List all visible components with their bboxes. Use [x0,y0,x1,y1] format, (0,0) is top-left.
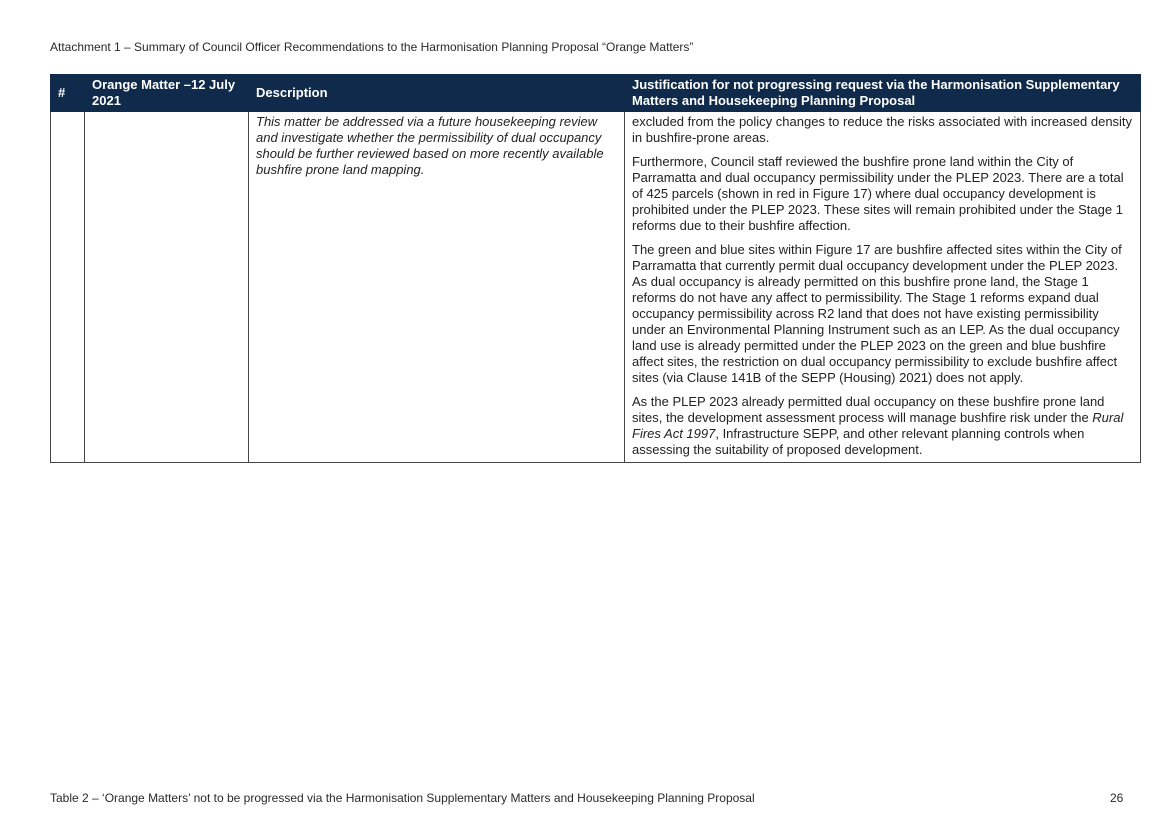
justification-paragraph-3: The green and blue sites within Figure 17 are bushfire affected sites within the City of Parramatta that currently permit dual occupancy development under the PLEP 2023. As dual occupancy is already permitted on this bushfire prone land, the Stage 1 reforms do not have any affect to permissibility. The Stage 1 reforms expand dual occupancy permissibility across R2 land that does not have existing permissibility under an Environmental Planning Instrument such as an LEP. As the dual occupancy land use is already permitted under the PLEP 2023 on the green and blue bushfire affect sites, the restriction on dual occupancy permissibility to exclude bushfire affect sites (via Clause 141B of the SEPP (Housing) 2021) does not apply. [632,242,1122,385]
cell-number [51,112,85,463]
paragraph-4-tail: , Infrastructure SEPP, and other relevant planning controls when assessing the suitability of proposed development. [632,426,1085,457]
cell-orange-matter [85,112,249,463]
justification-paragraph-1: excluded from the policy changes to reduce the risks associated with increased density in bushfire-prone areas. [632,114,1133,145]
description-text: This matter be addressed via a future housekeeping review and investigate whether the permissibility of dual occupancy should be further reviewed based on more recently available bushfire prone land mapping. [256,114,604,177]
recommendations-table [50,74,1141,463]
act-title: Rural Fires Act 1997 [632,410,1124,441]
table-row [51,112,1141,463]
page-header: Attachment 1 – Summary of Council Officer Recommendations to the Harmonisation Planning Proposal “Orange Matters” [50,40,694,54]
table-header-row [51,75,1141,112]
cell-description [249,112,625,463]
justification-paragraph-4 [632,394,1133,458]
column-header-number: # [51,75,85,112]
justification-paragraph-2: Furthermore, Council staff reviewed the bushfire prone land within the City of Parramatta and dual occupancy permissibility under the PLEP 2023. There are a total of 425 parcels (shown in red in Figure 17) where dual occupancy development is prohibited under the PLEP 2023. These sites will remain prohibited under the Stage 1 reforms due to their bushfire affection. [632,154,1124,233]
cell-justification [625,112,1141,463]
column-header-justification: Justification for not progressing request via the Harmonisation Supplementary Matters and Housekeeping Planning Proposal [625,75,1141,112]
column-header-description: Description [249,75,625,112]
page-number: 26 [1110,791,1124,805]
paragraph-4-lead: As the PLEP 2023 already permitted dual occupancy on these bushfire prone land sites, the development assessment process will manage bushfire risk under the [632,394,1105,425]
column-header-orange-matter: Orange Matter –12 July 2021 [85,75,249,112]
table-caption: Table 2 – ‘Orange Matters’ not to be progressed via the Harmonisation Supplementary Matters and Housekeeping Planning Proposal [50,791,755,805]
